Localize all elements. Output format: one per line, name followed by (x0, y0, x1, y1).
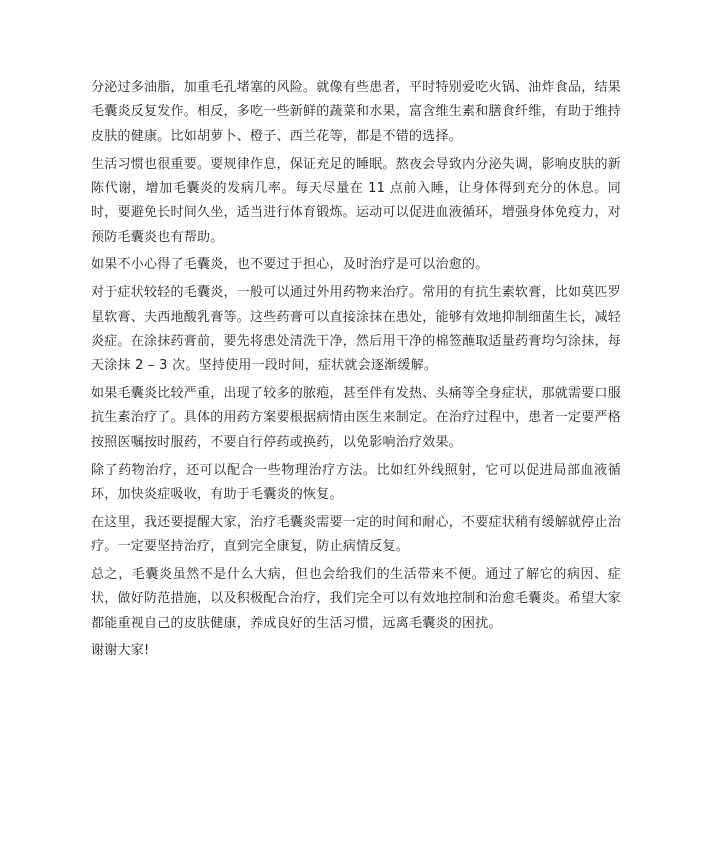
paragraph-topical-treatment: 对于症状较轻的毛囊炎，一般可以通过外用药物来治疗。常用的有抗生素软膏，比如莫匹罗星软膏、夫西地酸乳膏等。这些药膏可以直接涂抹在患处，能够有效地抑制细菌生长，减轻炎症。在涂抹药膏前，要先将患处清洗干净，然后用干净的棉签蘸取适量药膏均匀涂抹，每天涂抹 2 – 3 次。坚持使用一段时间，症状就会逐渐缓解。 (91, 285, 622, 374)
paragraph-thanks: 谢谢大家! (91, 643, 150, 659)
paragraph-reminder: 在这里，我还要提醒大家，治疗毛囊炎需要一定的时间和耐心，不要症状稍有缓解就停止治疗。一定要坚持治疗，直到完全康复，防止病情反复。 (91, 514, 622, 555)
document-body (91, 76, 621, 667)
paragraph-physical-therapy: 除了药物治疗，还可以配合一些物理治疗方法。比如红外线照射，它可以促进局部血液循环，加快炎症吸收，有助于毛囊炎的恢复。 (91, 462, 621, 502)
paragraph-conclusion: 总之，毛囊炎虽然不是什么大病，但也会给我们的生活带来不便。通过了解它的病因、症状，做好防范措施，以及积极配合治疗，我们完全可以有效地控制和治愈毛囊炎。希望大家都能重视自己的皮肤健康，养成良好的生活习惯，远离毛囊炎的困扰。 (91, 566, 622, 631)
paragraph-reassurance: 如果不小心得了毛囊炎，也不要过于担心，及时治疗是可以治愈的。 (91, 257, 489, 273)
paragraph-lifestyle: 生活习惯也很重要。要规律作息，保证充足的睡眠。熬夜会导致内分泌失调，影响皮肤的新陈代谢，增加毛囊炎的发病几率。每天尽量在 11 点前入睡，让身体得到充分的休息。同时，要避免长时间久坐，适当进行体育锻炼。运动可以促进血液循环，增强身体免疫力，对预防毛囊炎也有帮助。 (91, 156, 622, 245)
paragraph-oral-treatment: 如果毛囊炎比较严重，出现了较多的脓疱，甚至伴有发热、头痛等全身症状，那就需要口服抗生素治疗了。具体的用药方案要根据病情由医生来制定。在治疗过程中，患者一定要严格按照医嘱按时服药，不要自行停药或换药，以免影响治疗效果。 (91, 386, 622, 450)
paragraph-diet: 分泌过多油脂，加重毛孔堵塞的风险。就像有些患者，平时特别爱吃火锅、油炸食品，结果毛囊炎反复发作。相反，多吃一些新鲜的蔬菜和水果，富含维生素和膳食纤维，有助于维持皮肤的健康。比如胡萝卜、橙子、西兰花等，都是不错的选择。 (91, 80, 622, 144)
